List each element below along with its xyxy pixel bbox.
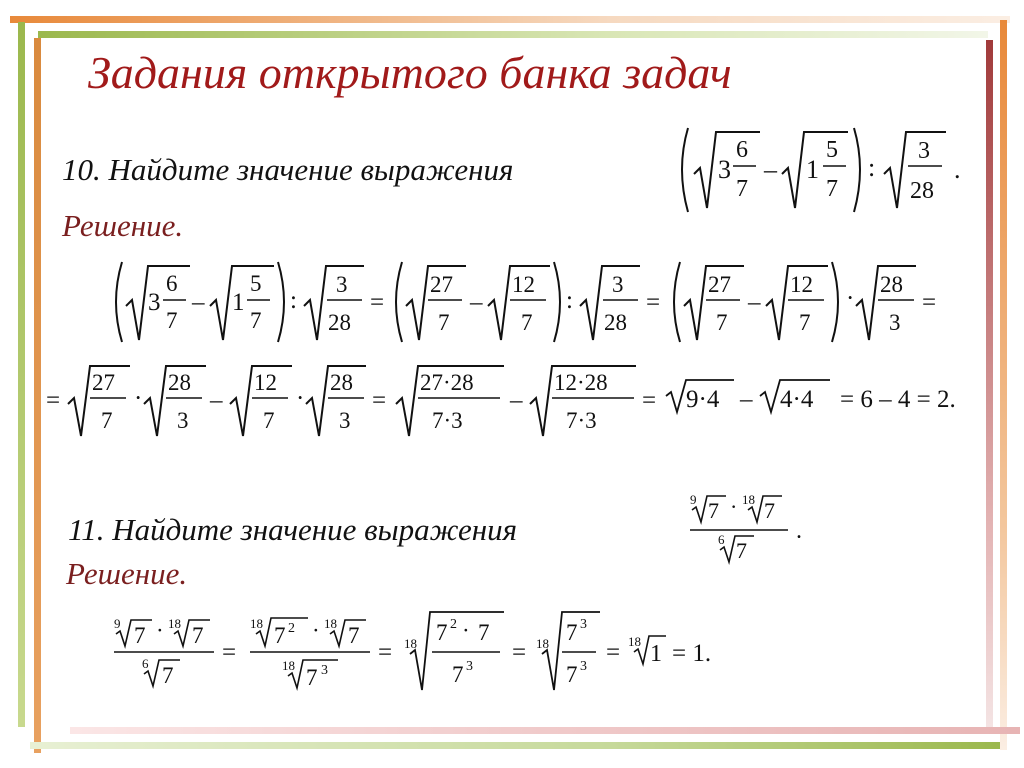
svg-text:7: 7 [826, 176, 838, 202]
frame-top-green [38, 31, 988, 38]
svg-text:7: 7 [736, 538, 747, 563]
svg-text:28: 28 [328, 310, 351, 335]
svg-text:3: 3 [336, 272, 348, 297]
svg-text:3: 3 [339, 408, 351, 433]
svg-text:6: 6 [166, 271, 178, 296]
svg-text:18: 18 [168, 616, 181, 631]
svg-text:4·4: 4·4 [780, 386, 814, 413]
problem-10-solution-line-1 [108, 258, 948, 348]
svg-text:=: = [642, 387, 657, 414]
svg-text:=: = [512, 639, 527, 666]
svg-text:=: = [378, 639, 393, 666]
svg-text:9: 9 [114, 616, 121, 631]
svg-text:18: 18 [536, 636, 549, 651]
svg-text:7: 7 [764, 498, 775, 523]
svg-text:18: 18 [742, 492, 755, 507]
svg-text:7: 7 [716, 310, 728, 335]
svg-text:28: 28 [604, 310, 627, 335]
svg-text:12: 12 [512, 272, 535, 297]
svg-text:6: 6 [736, 137, 748, 163]
svg-text:3: 3 [177, 408, 189, 433]
svg-text:28: 28 [168, 370, 191, 395]
frame-top-orange [10, 16, 1010, 23]
svg-text:6: 6 [142, 656, 149, 671]
svg-text:18: 18 [282, 658, 295, 673]
svg-text:27·28: 27·28 [420, 370, 474, 395]
svg-text:7·3: 7·3 [432, 408, 463, 433]
svg-text:–: – [510, 387, 523, 414]
svg-text:3: 3 [612, 272, 624, 297]
problem-11-solution-label: Решение. [66, 556, 188, 591]
svg-text:7: 7 [134, 623, 146, 648]
svg-text:3: 3 [889, 310, 901, 335]
svg-text:28: 28 [880, 272, 903, 297]
svg-text:9: 9 [690, 492, 697, 507]
frame-right-orange [1000, 20, 1007, 750]
svg-text:12·28: 12·28 [554, 370, 608, 395]
svg-text:18: 18 [324, 616, 337, 631]
svg-text:7: 7 [306, 665, 318, 690]
svg-text:27: 27 [430, 272, 453, 297]
svg-text:7: 7 [274, 623, 286, 648]
svg-text:7: 7 [521, 310, 533, 335]
problem-10-statement: 10. Найдите значение выражения [62, 152, 514, 187]
svg-text:7: 7 [566, 662, 578, 687]
svg-text:7: 7 [166, 308, 178, 333]
svg-text:3: 3 [466, 659, 473, 674]
frame-bottom-pink [70, 727, 1020, 734]
svg-text:18: 18 [404, 636, 417, 651]
svg-text:1: 1 [650, 641, 662, 667]
svg-text:·: · [462, 618, 470, 643]
svg-text:18: 18 [250, 616, 263, 631]
svg-text:·: · [730, 494, 738, 519]
svg-text:7: 7 [162, 663, 174, 688]
svg-text:2: 2 [288, 621, 295, 636]
svg-text:3: 3 [148, 289, 161, 316]
svg-text:–: – [740, 386, 753, 413]
svg-text:5: 5 [826, 137, 838, 163]
svg-text:–: – [764, 155, 777, 184]
svg-text:7: 7 [192, 623, 204, 648]
svg-text:2: 2 [450, 617, 457, 632]
svg-text::: : [566, 287, 573, 314]
svg-text:1: 1 [806, 155, 819, 184]
problem-11-solution-line-1 [110, 606, 750, 692]
frame-left-green [18, 22, 25, 727]
svg-text:12: 12 [254, 370, 277, 395]
svg-text:=: = [222, 639, 237, 666]
svg-text:= 6 – 4 = 2.: = 6 – 4 = 2. [840, 386, 956, 413]
svg-text:·: · [296, 385, 305, 412]
problem-10-expression [674, 124, 974, 218]
svg-text:.: . [796, 518, 802, 544]
svg-text:7: 7 [263, 408, 275, 433]
svg-text:·: · [156, 618, 164, 643]
svg-text:3: 3 [918, 138, 930, 164]
frame-bottom-green [30, 742, 1000, 749]
svg-text:–: – [470, 289, 483, 316]
svg-text:·: · [134, 385, 143, 412]
svg-text:=: = [646, 289, 661, 316]
svg-text:3: 3 [718, 155, 731, 184]
svg-text:·: · [312, 618, 320, 643]
svg-text:7: 7 [438, 310, 450, 335]
page-title: Задания открытого банка задач [88, 47, 732, 98]
svg-text:27: 27 [92, 370, 115, 395]
svg-text:7·3: 7·3 [566, 408, 597, 433]
svg-text:7: 7 [478, 620, 490, 645]
svg-text:=: = [922, 289, 937, 316]
svg-text:7: 7 [250, 308, 262, 333]
svg-text:28: 28 [330, 370, 353, 395]
svg-text:·: · [846, 285, 855, 312]
svg-text:3: 3 [580, 617, 587, 632]
problem-11-expression [686, 490, 816, 568]
svg-text:7: 7 [436, 620, 448, 645]
svg-text:=: = [46, 387, 61, 414]
svg-text:5: 5 [250, 271, 262, 296]
problem-11-statement: 11. Найдите значение выражения [68, 512, 518, 547]
svg-text:–: – [748, 289, 761, 316]
svg-text:7: 7 [736, 176, 748, 202]
svg-text:18: 18 [628, 634, 641, 649]
svg-text:7: 7 [348, 623, 360, 648]
svg-text::: : [868, 153, 876, 182]
svg-text:=: = [606, 639, 621, 666]
svg-text:7: 7 [799, 310, 811, 335]
svg-text:=: = [370, 289, 385, 316]
svg-text:28: 28 [910, 178, 934, 204]
svg-text:9·4: 9·4 [686, 386, 720, 413]
svg-text:7: 7 [452, 662, 464, 687]
svg-text:–: – [210, 387, 223, 414]
svg-text:27: 27 [708, 272, 731, 297]
svg-text::: : [290, 287, 297, 314]
svg-text:6: 6 [718, 532, 725, 547]
svg-text:–: – [192, 289, 205, 316]
problem-10-solution-label: Решение. [62, 208, 184, 243]
svg-text:12: 12 [790, 272, 813, 297]
svg-text:=: = [372, 387, 387, 414]
svg-text:3: 3 [580, 659, 587, 674]
svg-text:= 1.: = 1. [672, 640, 712, 667]
svg-text:7: 7 [708, 498, 719, 523]
svg-text:7: 7 [101, 408, 113, 433]
svg-text:3: 3 [321, 663, 328, 678]
svg-text:7: 7 [566, 620, 578, 645]
svg-text:1: 1 [232, 289, 245, 316]
frame-left-orange [34, 38, 41, 753]
svg-text:.: . [954, 155, 961, 184]
problem-10-solution-line-2 [44, 360, 989, 440]
